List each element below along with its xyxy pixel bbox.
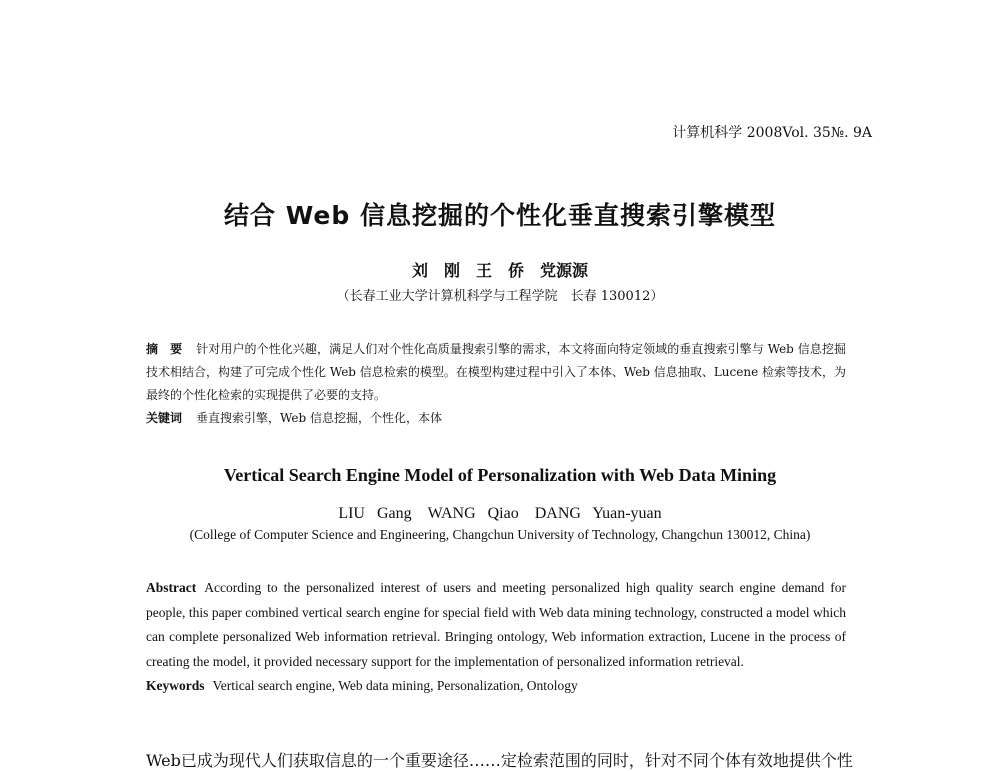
title-chinese: 结合 Web 信息挖掘的个性化垂直搜索引擎模型 bbox=[224, 201, 776, 230]
authors-chinese: 刘 刚 王 侨 党源源 bbox=[411, 261, 588, 280]
abstract-cn-text: 针对用户的个性化兴趣，满足人们对个性化高质量搜索引擎的需求，本文将面向特定领域的垂直搜索引擎与 Web 信息挖掘技术相结合，构建了可完成个性化 Web 信息检索的模型。在模型构建过程中引入了本体、Web 信息抽取、Lucene 检索等技术，为最终的个性化检索的实现提供了必要的支持。 bbox=[146, 342, 846, 402]
affiliation-english: (College of Computer Science and Engineering, Changchun University of Technology, Changchun 130012, China) bbox=[189, 527, 811, 542]
abstract-cn-paragraph bbox=[146, 338, 846, 407]
keywords-en-label: Keywords bbox=[146, 678, 205, 693]
abstract-en-text: According to the personalized interest of users and meeting personalized high quality search engine demand for people, this paper combined vertical search engine for special field with Web data mining technology, constructed a model which can complete personalized Web information retrieval. Bringing ontology, Web information extraction, Lucene in the process of creating the model, it provided necessary support for the implementation of personalized information retrieval. bbox=[146, 580, 846, 669]
keywords-cn-text: 垂直搜索引擎，Web 信息挖掘，个性化，本体 bbox=[196, 411, 442, 425]
journal-header: 计算机科学 2008Vol. 35№. 9A bbox=[672, 125, 872, 141]
abstract-cn-label: 摘 要 bbox=[146, 342, 183, 356]
abstract-en-paragraph bbox=[146, 576, 846, 674]
title-english: Vertical Search Engine Model of Personalization with Web Data Mining bbox=[223, 465, 777, 485]
authors-english: LIU Gang WANG Qiao DANG Yuan-yuan bbox=[338, 505, 662, 522]
keywords-en-paragraph bbox=[146, 674, 846, 699]
abstract-en-label: Abstract bbox=[146, 580, 197, 595]
abstract-english bbox=[146, 576, 846, 699]
keywords-en-text: Vertical search engine, Web data mining, Personalization, Ontology bbox=[212, 678, 578, 693]
abstract-chinese bbox=[146, 338, 846, 430]
body-text-first-line: Web已成为现代人们获取信息的一个重要途径……定检索范围的同时，针对不同个体有效地提供个性 bbox=[146, 751, 853, 770]
keywords-cn-paragraph bbox=[146, 407, 846, 430]
keywords-cn-label: 关键词 bbox=[146, 411, 183, 425]
affiliation-chinese: （长春工业大学计算机科学与工程学院 长春 130012） bbox=[336, 289, 664, 304]
